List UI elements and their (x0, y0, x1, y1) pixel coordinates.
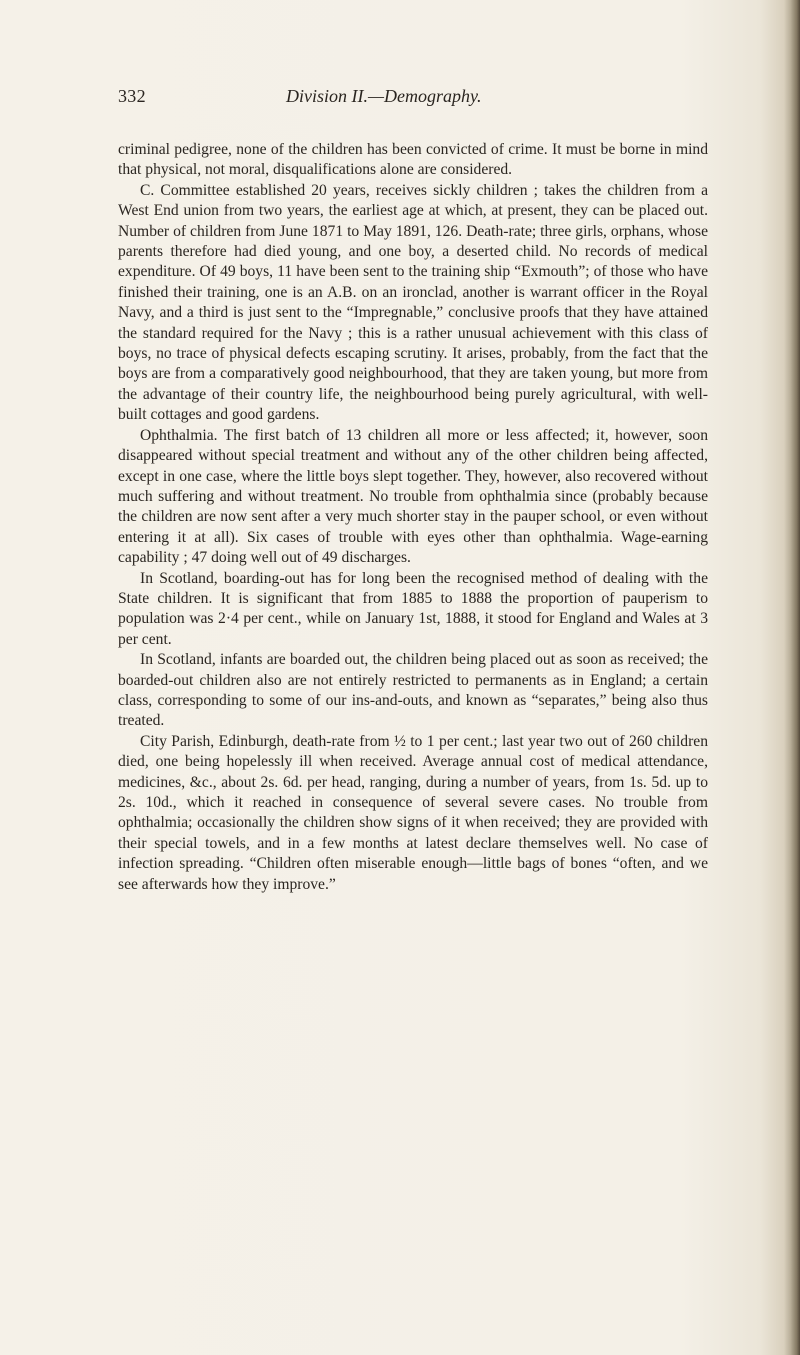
body-text (118, 140, 708, 895)
paragraph-ophthalmia: Ophthalmia. The first batch of 13 children all more or less affected; it, however, soon disappeared without special treatment and without any of the other children being affected, except in one case, where the little boys slept together. They, however, also recovered without much suffering and without treatment. No trouble from ophthalmia since (probably because the children are now sent after a very much shorter stay in the pauper school, or even without entering it at all). Six cases of trouble with eyes other than ophthalmia. Wage-earning capability ; 47 doing well out of 49 discharges. (118, 426, 708, 567)
paragraph-city-parish-edinburgh: City Parish, Edinburgh, death-rate from ½ to 1 per cent.; last year two out of 260 children died, one being hopelessly ill when received. Average annual cost of medical attendance, medicines, &c., about 2s. 6d. per head, ranging, during a number of years, from 1s. 5d. up to 2s. 10d., which it reached in consequence of several severe cases. No trouble from ophthalmia; occasionally the children show signs of it when received; they are provided with their special towels, and in a few months at latest declare themselves well. No case of infection spreading. “Children often miserable enough—little bags of bones “often, and we see afterwards how they improve.” (118, 732, 708, 893)
paragraph-continuation: criminal pedigree, none of the children has been convicted of crime. It must be borne in mind that physical, not moral, disqualifications alone are considered. (118, 141, 708, 179)
running-head: Division II.—Demography. (286, 86, 482, 106)
page-number: 332 (118, 86, 146, 106)
paragraph-committee-c: C. Committee established 20 years, receives sickly children ; takes the children from a West End union from two years, the earliest age at which, at present, they can be placed out. Number of children from June 1871 to May 1891, 126. Death-rate; three girls, orphans, whose parents therefore had died young, and one boy, a deserted child. No records of medical expenditure. Of 49 boys, 11 have been sent to the training ship “Exmouth”; of those who have finished their training, one is an A.B. on an ironclad, another is warrant officer in the Royal Navy, and a third is just sent to the “Impregnable,” conclusive proofs that they have attained the standard required for the Navy ; this is a rather unusual achievement with this class of boys, no trace of physical defects escaping scrutiny. It arises, probably, from the fact that the boys are from a comparatively good neighbourhood, that they are taken young, but more from the advantage of their country life, the neighbourhood being purely agricultural, with well-built cottages and good gardens. (118, 181, 708, 424)
paragraph-scotland-infants: In Scotland, infants are boarded out, the children being placed out as soon as received; the boarded-out children also are not entirely restricted to permanents as in England; a certain class, corresponding to some of our ins-and-outs, and known as “separates,” being also thus treated. (118, 651, 708, 730)
page-edge-shadow (784, 0, 800, 1355)
page-header (118, 86, 698, 110)
paragraph-scotland-boarding-out: In Scotland, boarding-out has for long been the recognised method of dealing with the State children. It is significant that from 1885 to 1888 the proportion of pauperism to population was 2·4 per cent., while on January 1st, 1888, it stood for England and Wales at 3 per cent. (118, 569, 708, 648)
